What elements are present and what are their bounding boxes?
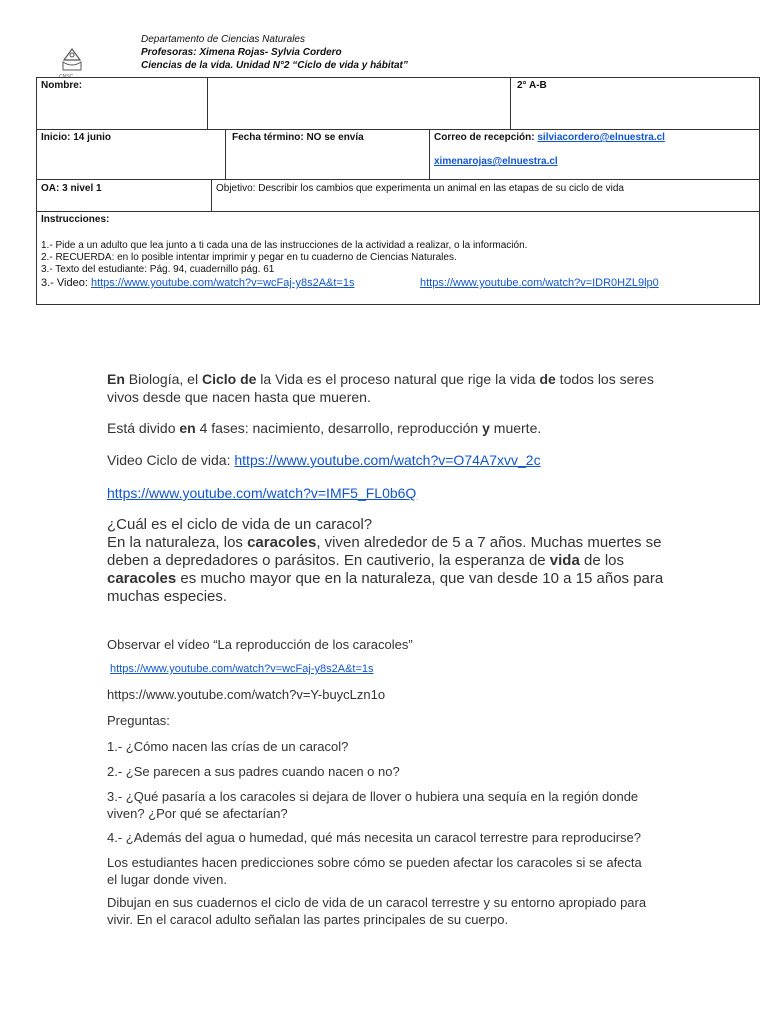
bold-en: en	[179, 420, 196, 436]
video-link-1[interactable]: https://www.youtube.com/watch?v=wcFaj-y8s2A&t=1s	[90, 277, 355, 289]
video-label: 3.- Video:	[41, 277, 91, 289]
predictions-text: Los estudiantes hacen predicciones sobre cómo se pueden afectar los caracoles si se afecta el lugar donde viven.	[107, 855, 642, 887]
question-1: 1.- ¿Cómo nacen las crías de un caracol?	[107, 739, 349, 754]
worksheet-header	[36, 34, 760, 339]
oa-label: OA: 3 nivel 1	[41, 183, 102, 194]
text-span: 4 fases: nacimiento, desarrollo, reproducción	[195, 420, 483, 436]
video-ciclo-row	[107, 451, 667, 469]
oa-cell	[36, 179, 212, 212]
unit-label: Ciencias de la vida. Unidad N°2 “Ciclo de vida y hábitat”	[141, 60, 408, 71]
logo-label: CNSC	[59, 74, 74, 80]
objective-text: Objetivo: Describir los cambios que experimenta un animal en las etapas de su ciclo de vida	[216, 183, 624, 194]
instruction-3: 3.- Texto del estudiante: Pág. 94, cuadernillo pág. 61	[41, 264, 275, 275]
text-span: Está divido	[107, 420, 180, 436]
instructions-label: Instrucciones:	[41, 214, 110, 225]
instructions-cell	[36, 211, 760, 305]
observe-video-text: Observar el vídeo “La reproducción de los caracoles”	[107, 637, 413, 652]
video-imf5-link[interactable]: https://www.youtube.com/watch?v=IMF5_FL0b6Q	[107, 485, 417, 501]
name-input-area[interactable]	[207, 77, 511, 130]
email-label: Correo de recepción:	[434, 132, 535, 143]
end-date: Fecha término: NO se envía	[232, 132, 364, 143]
plain-video-url: https://www.youtube.com/watch?v=Y-buycLzn1o	[107, 687, 386, 702]
text-span: todos los seres vivos desde que nacen hasta que mueren.	[107, 371, 654, 405]
snail-section	[107, 516, 667, 606]
bold-caracoles: caracoles	[107, 570, 177, 587]
text-span: , viven alrededor de 5 a 7 años. Muchas muertes se deben a depredadores o parásitos. En cautiverio, la esperanza de	[107, 534, 662, 569]
drawing-instruction: Dibujan en sus cuadernos el ciclo de vida de un caracol terrestre y su entorno apropiado para vivir. En el caracol adulto señalan las partes principales de su cuerpo.	[107, 895, 647, 927]
text-span: muerte.	[489, 420, 542, 436]
snail-paragraph	[107, 534, 667, 606]
name-cell	[36, 77, 208, 130]
text-span: de los	[579, 552, 625, 569]
snail-question-title: ¿Cuál es el ciclo de vida de un caracol?	[107, 516, 373, 533]
grade-label: 2° A-B	[517, 80, 547, 91]
video-ciclo-label: Video Ciclo de vida:	[107, 452, 235, 468]
bold-en: En	[107, 371, 125, 387]
bold-y: y	[482, 420, 490, 436]
text-span: la Vida es el proceso natural que rige la vida	[256, 371, 540, 387]
email-cell	[429, 129, 760, 180]
objective-cell	[211, 179, 760, 212]
video-ciclo-link[interactable]: https://www.youtube.com/watch?v=O74A7xvv_2c	[234, 452, 541, 468]
text-span: En la naturaleza, los	[107, 534, 248, 551]
start-date: Inicio: 14 junio	[41, 132, 112, 143]
question-4: 4.- ¿Además del agua o humedad, qué más necesita un caracol terrestre para reproducirse?	[107, 830, 642, 845]
start-date-cell	[36, 129, 226, 180]
paragraph-phases	[107, 419, 667, 437]
imf5-link-row	[107, 484, 667, 502]
observe-link-row	[110, 662, 670, 676]
instruction-2: 2.- RECUERDA: en lo posible intentar imprimir y pegar en tu cuaderno de Ciencias Naturales.	[41, 252, 457, 263]
name-label: Nombre:	[41, 80, 83, 91]
end-date-cell	[225, 129, 430, 180]
email-link-ximena[interactable]: ximenarojas@elnuestra.cl	[434, 156, 558, 167]
bold-caracoles: caracoles	[247, 534, 317, 551]
questions-heading: Preguntas:	[107, 713, 170, 728]
observe-video-link[interactable]: https://www.youtube.com/watch?v=wcFaj-y8s2A&t=1s	[110, 663, 374, 675]
video-link-2[interactable]: https://www.youtube.com/watch?v=IDR0HZL9lp0	[420, 277, 659, 289]
text-span: es mucho mayor que en la naturaleza, que van desde 10 a 15 años para muchas especies.	[107, 570, 664, 605]
grade-cell	[510, 77, 760, 130]
bold-de: de	[539, 371, 556, 387]
bold-vida: vida	[549, 552, 580, 569]
video-row	[41, 276, 755, 290]
email-link-silvia[interactable]: silviacordero@elnuestra.cl	[537, 132, 665, 143]
teachers-label: Profesoras: Ximena Rojas- Sylvia Cordero	[141, 47, 342, 58]
paragraph-biology	[107, 370, 667, 406]
text-span: Biología, el	[124, 371, 202, 387]
question-3: 3.- ¿Qué pasaría a los caracoles si dejara de llover o hubiera una sequía en la región donde viven? ¿Por qué se afectarían?	[107, 789, 639, 821]
school-logo-icon	[58, 46, 86, 74]
instruction-1: 1.- Pide a un adulto que lea junto a ti cada una de las instrucciones de la actividad a realizar, o la información.	[41, 240, 528, 251]
bold-ciclo-de: Ciclo de	[201, 371, 257, 387]
department-label: Departamento de Ciencias Naturales	[141, 34, 305, 45]
question-2: 2.- ¿Se parecen a sus padres cuando nacen o no?	[107, 764, 400, 779]
